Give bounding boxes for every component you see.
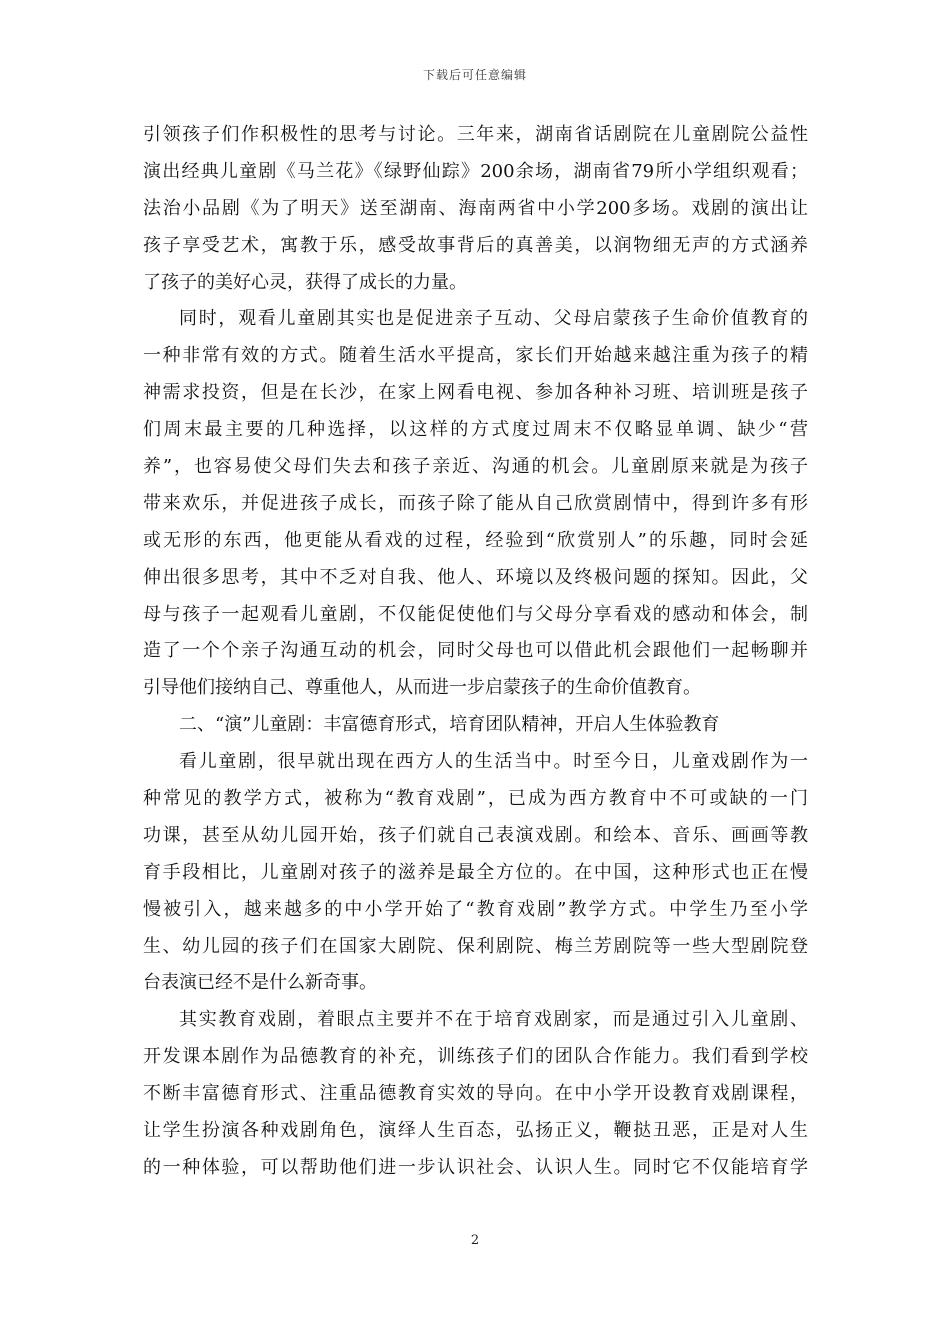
text-line: 们周末最主要的几种选择，以这样的方式度过周末不仅略显单调、缺少“营 xyxy=(143,419,808,441)
text-line: 神需求投资，但是在长沙，在家上网看电视、参加各种补习班、培训班是孩子 xyxy=(143,382,808,404)
text-line: 不断丰富德育形式、注重品德教育实效的导向。在中小学开设教育戏剧课程， xyxy=(143,1083,808,1105)
text-line: 养”，也容易使父母们失去和孩子亲近、沟通的机会。儿童剧原来就是为孩子 xyxy=(143,456,808,478)
text-line: 的一种体验，可以帮助他们进一步认识社会、认识人生。同时它不仅能培育学 xyxy=(143,1156,808,1178)
paragraph xyxy=(143,117,808,301)
text-line: 或无形的东西，他更能从看戏的过程，经验到“欣赏别人”的乐趣，同时会延 xyxy=(143,529,808,551)
text-line: 演出经典儿童剧《马兰花》《绿野仙踪》200余场，湖南省79所小学组织观看； xyxy=(143,160,808,182)
text-line: 引导他们接纳自己、尊重他人，从而进一步启蒙孩子的生命价值教育。 xyxy=(143,677,701,699)
text-line: 引领孩子们作积极性的思考与讨论。三年来，湖南省话剧院在儿童剧院公益性 xyxy=(143,124,808,145)
text-line: 孩子享受艺术，寓教于乐，感受故事背后的真善美，以润物细无声的方式涵养 xyxy=(143,234,808,256)
text-line: 造了一个个亲子沟通互动的机会，同时父母也可以借此机会跟他们一起畅聊并 xyxy=(143,640,808,662)
text-line: 带来欢乐，并促进孩子成长，而孩子除了能从自己欣赏剧情中，得到许多有形 xyxy=(143,492,808,514)
text-line: 其实教育戏剧，着眼点主要并不在于培育戏剧家，而是通过引入儿童剧、 xyxy=(179,1009,808,1031)
text-line: 让学生扮演各种戏剧角色，演绎人生百态，弘扬正义，鞭挞丑恶，正是对人生 xyxy=(143,1120,808,1142)
text-line: 法治小品剧《为了明天》送至湖南、海南两省中小学200多场。戏剧的演出让 xyxy=(143,197,808,219)
text-line: 功课，甚至从幼儿园开始，孩子们就自己表演戏剧。和绘本、音乐、画画等教 xyxy=(143,824,808,846)
page-number: 2 xyxy=(470,1233,480,1248)
text-line: 开发课本剧作为品德教育的补充，训练孩子们的团队合作能力。我们看到学校 xyxy=(143,1046,808,1068)
paragraph xyxy=(143,301,808,707)
page-header: 下载后可任意编辑 xyxy=(422,68,527,82)
text-line: 看儿童剧，很早就出现在西方人的生活当中。时至今日，儿童戏剧作为一 xyxy=(179,751,808,773)
text-line: 种常见的教学方式，被称为“教育戏剧”，已成为西方教育中不可或缺的一门 xyxy=(143,788,808,810)
document-body xyxy=(143,117,808,1187)
text-line: 了孩子的美好心灵，获得了成长的力量。 xyxy=(143,271,467,293)
text-line: 同时，观看儿童剧其实也是促进亲子互动、父母启蒙孩子生命价值教育的 xyxy=(179,308,808,330)
text-line: 育手段相比，儿童剧对孩子的滋养是最全方位的。在中国，这种形式也正在慢 xyxy=(143,861,808,883)
text-line: 二、“演”儿童剧：丰富德育形式，培育团队精神，开启人生体验教育 xyxy=(179,714,720,736)
text-line: 一种非常有效的方式。随着生活水平提高，家长们开始越来越注重为孩子的精 xyxy=(143,345,808,367)
text-line: 台表演已经不是什么新奇事。 xyxy=(143,972,377,994)
paragraph xyxy=(143,1002,808,1186)
paragraph xyxy=(143,744,808,1002)
text-line: 母与孩子一起观看儿童剧，不仅能促使他们与父母分享看戏的感动和体会，制 xyxy=(143,603,808,625)
paragraph xyxy=(143,707,808,744)
text-line: 慢被引入，越来越多的中小学开始了“教育戏剧”教学方式。中学生乃至小学 xyxy=(143,898,808,920)
text-line: 生、幼儿园的孩子们在国家大剧院、保利剧院、梅兰芳剧院等一些大型剧院登 xyxy=(143,935,808,957)
text-line: 伸出很多思考，其中不乏对自我、他人、环境以及终极问题的探知。因此，父 xyxy=(143,566,808,588)
